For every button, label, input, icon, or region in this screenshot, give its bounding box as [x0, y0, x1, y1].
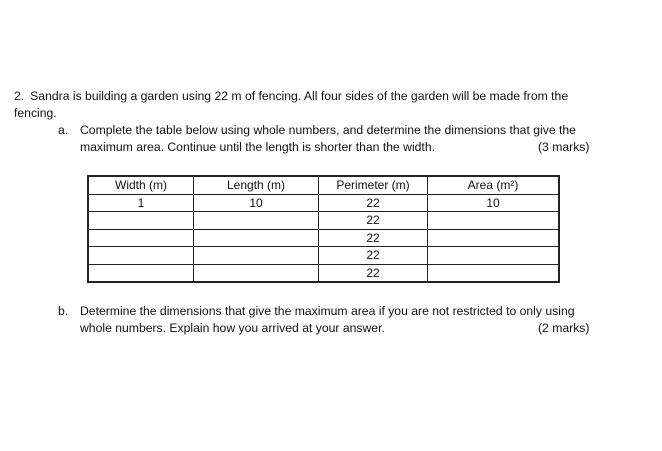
question-2 [14, 88, 644, 122]
part-a-line-1: Complete the table below using whole numbers, and determine the dimensions that give the [80, 123, 576, 137]
cell-width[interactable] [88, 247, 194, 265]
header-length: Length (m) [194, 176, 319, 194]
part-b-marks: (2 marks) [538, 321, 590, 335]
cell-length[interactable]: 10 [194, 194, 319, 212]
table-header-row [88, 176, 559, 194]
question-number: 2. [14, 89, 25, 103]
part-a-letter: a. [58, 123, 69, 137]
cell-width[interactable] [88, 212, 194, 230]
cell-area[interactable] [428, 264, 560, 282]
cell-perimeter: 22 [319, 194, 428, 212]
cell-perimeter: 22 [319, 264, 428, 282]
cell-area[interactable] [428, 212, 560, 230]
table-row [88, 247, 559, 265]
cell-length[interactable] [194, 212, 319, 230]
part-b-line-1: Determine the dimensions that give the maximum area if you are not restricted to only using [80, 304, 575, 318]
cell-length[interactable] [194, 247, 319, 265]
cell-width[interactable] [88, 229, 194, 247]
cell-area[interactable] [428, 229, 560, 247]
table-row [88, 194, 559, 212]
header-area: Area (m²) [428, 176, 560, 194]
cell-length[interactable] [194, 229, 319, 247]
table-row [88, 229, 559, 247]
cell-width[interactable]: 1 [88, 194, 194, 212]
question-text-2: fencing. [14, 106, 57, 120]
fencing-table [87, 175, 560, 283]
cell-width[interactable] [88, 264, 194, 282]
header-width: Width (m) [88, 176, 194, 194]
cell-perimeter: 22 [319, 247, 428, 265]
table-row [88, 264, 559, 282]
part-a-line-2: maximum area. Continue until the length is shorter than the width. [80, 140, 435, 154]
question-text-1: Sandra is building a garden using 22 m of fencing. All four sides of the garden will be made from the [30, 89, 569, 103]
header-perimeter: Perimeter (m) [319, 176, 428, 194]
cell-perimeter: 22 [319, 212, 428, 230]
part-b [58, 303, 648, 339]
table-row [88, 212, 559, 230]
cell-area[interactable]: 10 [428, 194, 560, 212]
question-line-1 [14, 88, 644, 105]
part-b-line-2: whole numbers. Explain how you arrived at your answer. [80, 321, 385, 335]
part-b-letter: b. [58, 304, 69, 318]
cell-area[interactable] [428, 247, 560, 265]
cell-length[interactable] [194, 264, 319, 282]
part-a [58, 122, 648, 158]
cell-perimeter: 22 [319, 229, 428, 247]
part-a-marks: (3 marks) [538, 140, 590, 154]
